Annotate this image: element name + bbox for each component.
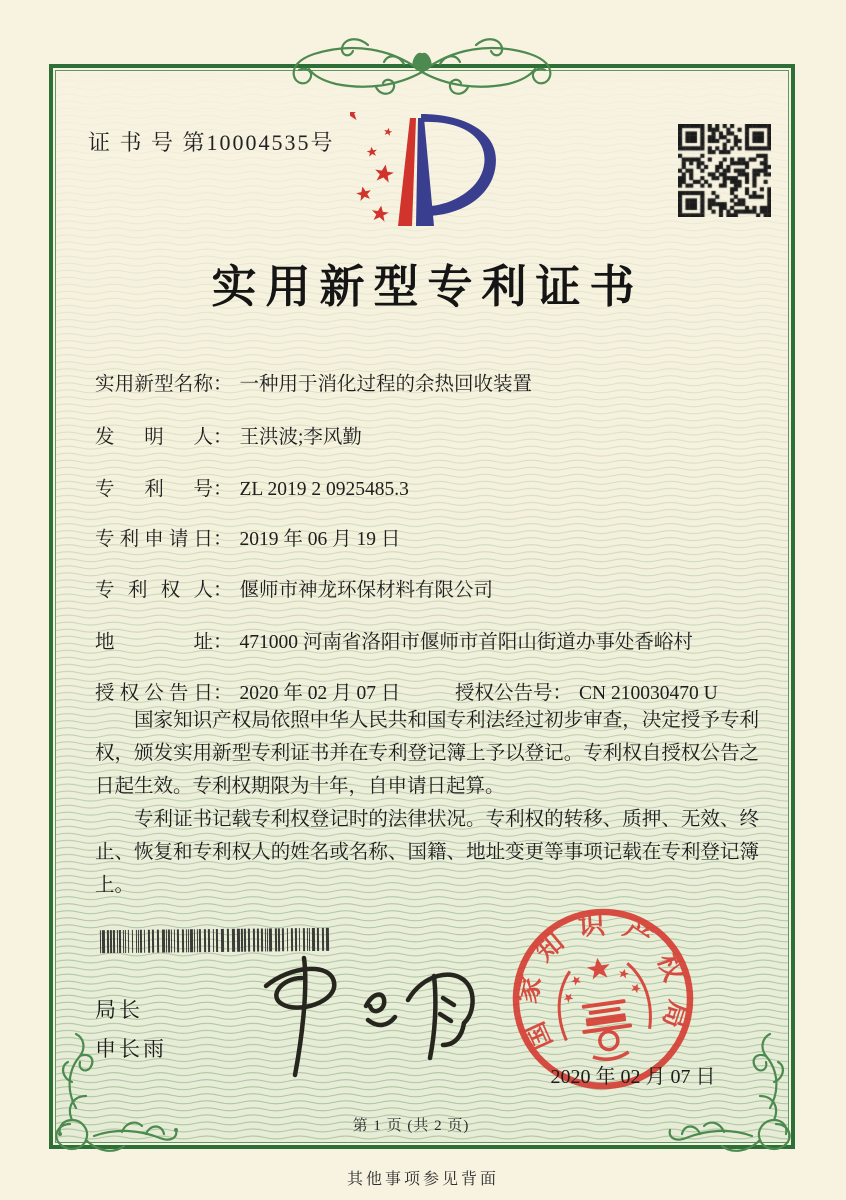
certificate-title: 实用新型专利证书 (211, 262, 644, 312)
field-row-grant-date (95, 677, 400, 705)
field-colon: ： (213, 529, 233, 550)
cnipa-logo (350, 112, 498, 230)
field-colon: ： (213, 427, 233, 448)
field-label: 授权公告号 (455, 683, 553, 704)
field-value: CN 210030470 U (579, 683, 718, 704)
field-value: 2020 年 02 月 07 日 (239, 683, 401, 704)
field-value: ZL 2019 2 0925485.3 (239, 479, 409, 500)
field-row-patentee (95, 574, 493, 602)
field-colon: ： (213, 374, 233, 395)
director-title: 局长 (95, 998, 143, 1022)
field-colon: ： (213, 479, 233, 500)
corner-ornament-left (36, 1012, 196, 1162)
field-colon: ： (213, 632, 233, 653)
field-row-address (95, 626, 693, 654)
logo-tower-icon (398, 118, 434, 226)
national-emblem-icon (552, 952, 656, 1066)
field-label: 专利申请日 (95, 529, 213, 550)
field-label: 授权公告日 (95, 683, 213, 704)
director-name: 申长雨 (95, 1037, 167, 1061)
field-value: 2019 年 06 月 19 日 (239, 529, 401, 550)
field-value: 偃师市神龙环保材料有限公司 (239, 580, 494, 601)
field-row-inventors (95, 421, 362, 449)
register-paragraph: 专利证书记载专利权登记时的法律状况。专利权的转移、质押、无效、终止、恢复和专利权人的姓名或名称、国籍、地址变更等事项记载在专利登记簿上。 (95, 809, 759, 896)
field-row-patent-number (95, 473, 409, 501)
field-colon: ： (213, 683, 233, 704)
field-value: 王洪波;李风勤 (239, 427, 362, 448)
field-value: 一种用于消化过程的余热回收装置 (239, 374, 533, 395)
field-label: 专利权人 (95, 580, 213, 601)
certificate-number: 证 书 号 第10004535号 (88, 130, 335, 155)
seal-date: 2020 年 02 月 07 日 (550, 1066, 716, 1088)
legal-text-block (95, 704, 759, 902)
logo-p-bowl-icon (421, 114, 496, 216)
field-label: 地址 (95, 632, 213, 653)
field-label: 发明人 (95, 427, 213, 448)
granted-paragraph: 国家知识产权局依照中华人民共和国专利法经过初步审查，决定授予专利权，颁发实用新型专利证书并在专利登记簿上予以登记。专利权自授权公告之日起生效。专利权期限为十年，自申请日起算。 (95, 710, 759, 797)
field-value: 471000 河南省洛阳市偃师市首阳山街道办事处香峪村 (239, 632, 693, 653)
director-signature (238, 948, 478, 1078)
seal-text: 国家知识产权局 (511, 908, 695, 1055)
back-note: 其他事项参见背面 (346, 1171, 499, 1188)
field-row-filing-date (95, 523, 400, 551)
field-row-grant-number (455, 677, 718, 705)
qr-code (678, 124, 771, 217)
field-row-invention-name (95, 368, 532, 396)
field-colon: ： (552, 683, 573, 704)
logo-stars-icon (350, 112, 395, 222)
top-ornament (262, 32, 582, 108)
field-colon: ： (213, 580, 233, 601)
field-label: 专利号 (95, 479, 213, 500)
page-indicator: 第 1 页 (共 2 页) (352, 1118, 470, 1134)
field-label: 实用新型名称 (95, 374, 213, 395)
